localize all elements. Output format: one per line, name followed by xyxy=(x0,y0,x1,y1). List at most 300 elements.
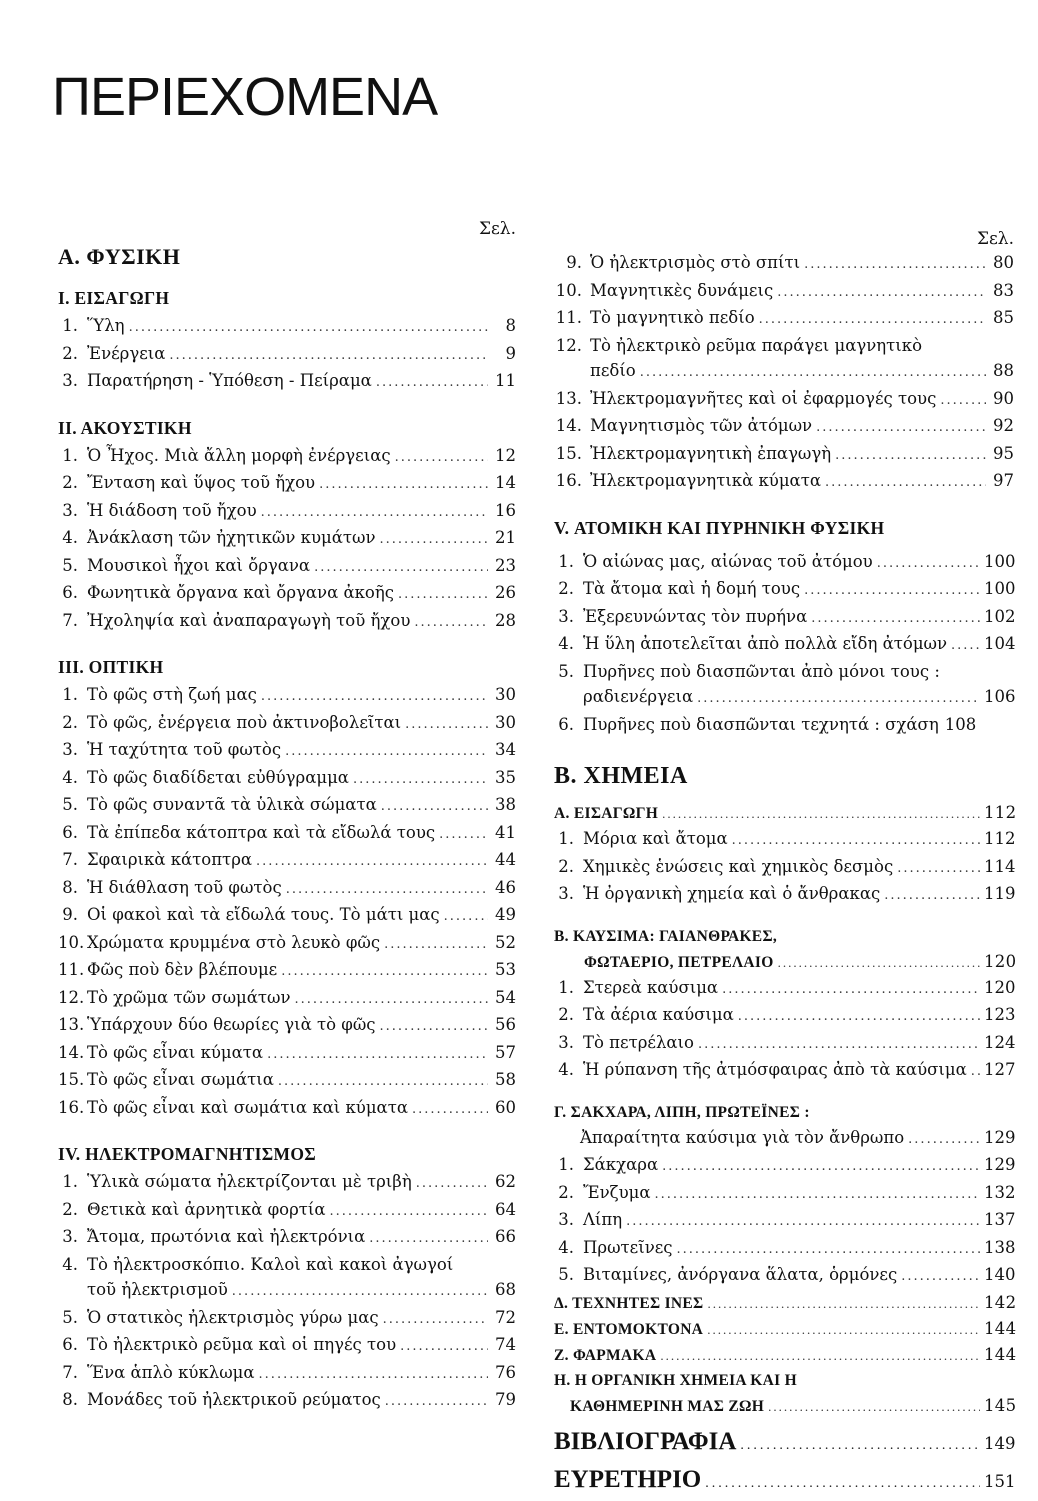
toc-entry-number: 1. xyxy=(558,977,574,997)
toc-entry-number: 1. xyxy=(62,1172,78,1191)
leader-dots xyxy=(835,443,986,469)
toc-entry-title: Ἠλεκτρομαγνητικὴ ἐπαγωγὴ xyxy=(590,443,832,463)
toc-entry[interactable] xyxy=(554,333,1014,359)
page-column-label: Σελ. xyxy=(976,229,1014,249)
leader-dots xyxy=(884,883,980,909)
section-title: ΚΑΘΗΜΕΡΙΝΗ ΜΑΣ ΖΩΗ xyxy=(570,1397,765,1415)
toc-entry-page: 120 xyxy=(984,951,1017,971)
leader-dots xyxy=(286,877,488,903)
leader-dots xyxy=(400,1334,488,1360)
toc-entry[interactable] xyxy=(554,975,1014,1003)
toc-entry-page: 124 xyxy=(984,1032,1016,1052)
index-title: ΕΥΡΕΤΗΡΙΟ xyxy=(554,1465,702,1493)
toc-entry-title: Στερεὰ καύσιμα xyxy=(583,977,719,997)
leader-dots xyxy=(707,1317,980,1342)
toc-entry[interactable] xyxy=(58,1387,516,1415)
toc-entry-page: 151 xyxy=(984,1471,1016,1491)
toc-entry[interactable] xyxy=(58,1012,516,1040)
toc-entry-page: 140 xyxy=(984,1265,1016,1284)
leader-dots xyxy=(381,794,488,820)
toc-entry-page: 12 xyxy=(495,445,516,465)
toc-entry-number: 15. xyxy=(58,1070,85,1089)
leader-dots xyxy=(267,1042,488,1068)
toc-entry-title: Μονάδες τοῦ ἠλεκτρικοῦ ρεύματος xyxy=(87,1390,381,1409)
section-title: ΦΩΤΑΕΡΙΟ, ΠΕΤΡΕΛΑΙΟ xyxy=(584,953,774,971)
toc-entry-number: 9. xyxy=(566,253,582,272)
toc-entry-number: 4. xyxy=(558,634,574,653)
toc-entry-title: Ὁ ἠλεκτρισμὸς στὸ σπίτι xyxy=(590,253,801,272)
leader-dots xyxy=(314,555,488,581)
chemistry-section-sugars-heading: Γ. ΣΑΚΧΑΡΑ, ΛΙΠΗ, ΠΡΩΤΕΪΝΕΣ : xyxy=(554,1103,810,1121)
toc-entry-number: 11. xyxy=(58,960,85,979)
section-heading-optics: ΙΙΙ. ΟΠΤΙΚΗ xyxy=(58,657,164,677)
toc-entry-number: 16. xyxy=(58,1097,85,1117)
toc-entry[interactable] xyxy=(554,1262,1014,1290)
toc-left-column xyxy=(58,218,516,1415)
toc-entry-number: 2. xyxy=(62,1199,78,1219)
toc-entry-title: Μόρια καὶ ἄτομα xyxy=(583,829,728,848)
toc-entry-title: Τὸ φῶς εἶναι σωμάτια xyxy=(87,1070,274,1089)
toc-entry[interactable] xyxy=(554,305,1014,333)
toc-entry-number: 1. xyxy=(558,1155,574,1174)
toc-entry-page: 35 xyxy=(495,767,516,787)
toc-entry[interactable] xyxy=(58,341,516,369)
leader-dots xyxy=(768,1394,980,1419)
toc-entry-title: Ὕλη xyxy=(87,316,125,335)
toc-entry-page: 132 xyxy=(984,1182,1016,1202)
toc-entry-page: 80 xyxy=(993,253,1014,272)
toc-entry[interactable] xyxy=(554,854,1014,882)
toc-entry-number: 1. xyxy=(558,829,574,848)
leader-dots xyxy=(405,712,488,738)
toc-entry-page: 100 xyxy=(984,579,1016,598)
toc-entry-page: 76 xyxy=(495,1362,516,1382)
toc-entry-number: 4. xyxy=(62,1254,78,1274)
toc-entry-title: Τὸ φῶς συναντᾶ τὰ ὑλικὰ σώματα xyxy=(87,795,377,814)
toc-entry[interactable] xyxy=(58,1197,516,1225)
toc-entry-number: 14. xyxy=(555,416,582,435)
toc-entry-page: 106 xyxy=(984,687,1016,706)
toc-entry-number: 1. xyxy=(62,445,78,465)
toc-entry-continuation[interactable] xyxy=(554,358,1014,386)
toc-entry[interactable] xyxy=(554,413,1014,441)
toc-entry-number: 4. xyxy=(62,767,78,787)
toc-entry-page: 66 xyxy=(495,1227,516,1246)
toc-entry-page: 52 xyxy=(495,932,516,952)
toc-entry[interactable] xyxy=(58,737,516,765)
toc-entry[interactable] xyxy=(554,826,1014,854)
leader-dots xyxy=(698,1032,980,1058)
toc-entry-title: ραδιενέργεια xyxy=(583,687,694,706)
leader-dots xyxy=(816,415,986,441)
toc-entry-number: 4. xyxy=(558,1237,574,1257)
toc-entry-number: 7. xyxy=(62,610,78,630)
toc-entry[interactable] xyxy=(58,368,516,396)
chemistry-section-introduction[interactable] xyxy=(554,800,1017,826)
toc-entry-title: Βιταμίνες, ἀνόργανα ἅλατα, ὁρμόνες xyxy=(583,1265,898,1284)
toc-entry[interactable] xyxy=(554,631,1014,659)
toc-entry-title: Μουσικοὶ ἦχοι καὶ ὄργανα xyxy=(87,555,311,575)
toc-entry[interactable] xyxy=(554,386,1014,414)
toc-entry-page: 92 xyxy=(993,416,1014,435)
toc-entry-title: Τὸ ἠλεκτρικὸ ρεῦμα παράγει μαγνητικὸ xyxy=(590,335,923,355)
toc-entry-page: 62 xyxy=(495,1172,516,1191)
toc-entry-number: 4. xyxy=(62,528,78,547)
toc-list xyxy=(554,826,1014,909)
toc-entry-number: 16. xyxy=(555,471,582,490)
toc-entry[interactable] xyxy=(554,250,1014,278)
toc-entry[interactable] xyxy=(58,525,516,553)
toc-entry-title: Ἡ διάθλαση τοῦ φωτὸς xyxy=(87,877,282,897)
toc-entry-title: Ἐξερευνώντας τὸν πυρήνα xyxy=(583,606,808,626)
toc-entry-page: 58 xyxy=(495,1070,516,1089)
toc-entry-title: Τὸ πετρέλαιο xyxy=(583,1032,694,1052)
toc-entry[interactable] xyxy=(554,881,1014,909)
leader-dots xyxy=(705,1467,980,1501)
toc-entry-title: Τὸ ἠλεκτροσκόπιο. Καλοὶ καὶ κακοὶ ἀγωγοί xyxy=(87,1254,454,1274)
toc-entry[interactable] xyxy=(58,1360,516,1388)
toc-entry-page: 53 xyxy=(495,960,516,979)
toc-entry-page: 38 xyxy=(495,795,516,814)
toc-entry-title: Ἡ διάδοση τοῦ ἤχου xyxy=(87,500,257,520)
leader-dots xyxy=(804,252,986,278)
toc-entry-page: 123 xyxy=(984,1005,1016,1024)
chemistry-section-everyday-life[interactable] xyxy=(554,1393,1017,1419)
toc-entry-page: 100 xyxy=(984,551,1016,571)
toc-entry-number: 3. xyxy=(558,1032,574,1052)
toc-entry-title: Τὸ ἠλεκτρικὸ ρεῦμα καὶ οἱ πηγές του xyxy=(87,1335,397,1354)
toc-entry-page: 112 xyxy=(984,803,1017,822)
leader-dots xyxy=(897,856,980,882)
toc-list xyxy=(554,1152,1014,1290)
leader-dots xyxy=(414,610,488,636)
toc-entry-page: 83 xyxy=(993,280,1014,300)
toc-entry[interactable] xyxy=(58,792,516,820)
leader-dots xyxy=(439,822,488,848)
toc-entry-title: Ἠχοληψία καὶ ἀναπαραγωγὴ τοῦ ἤχου xyxy=(87,610,411,630)
toc-entry-number: 2. xyxy=(558,579,574,598)
toc-entry-number: 9. xyxy=(62,905,78,924)
toc-entry-page: 114 xyxy=(984,856,1016,876)
toc-entry-number: 3. xyxy=(62,740,78,759)
toc-entry-number: 3. xyxy=(62,500,78,520)
toc-entry[interactable] xyxy=(554,278,1014,306)
toc-entry[interactable] xyxy=(554,1180,1014,1208)
toc-entry-title: Τὸ χρῶμα τῶν σωμάτων xyxy=(87,987,291,1007)
toc-entry-title: Παρατήρηση - Ὑπόθεση - Πείραμα xyxy=(87,371,372,390)
toc-entry-page: 90 xyxy=(993,388,1014,408)
toc-entry-title: Ἡ ὀργανικὴ χημεία καὶ ὁ ἄνθρακας xyxy=(583,884,881,903)
chemistry-section-insecticides[interactable] xyxy=(554,1316,1017,1342)
toc-entry-number: 6. xyxy=(558,714,574,734)
toc-entry-page: 49 xyxy=(495,905,516,924)
toc-entry-number: 1. xyxy=(62,316,78,335)
toc-entry[interactable] xyxy=(58,820,516,848)
toc-entry-title: Ἀνάκλαση τῶν ἠχητικῶν κυμάτων xyxy=(87,528,376,547)
leader-dots xyxy=(655,1182,980,1208)
toc-entry[interactable] xyxy=(554,1002,1014,1030)
section-title: Α. ΕΙΣΑΓΩΓΗ xyxy=(554,805,659,822)
toc-entry-number: 10. xyxy=(555,280,582,300)
section-title: Ζ. ΦΑΡΜΑΚΑ xyxy=(554,1346,657,1364)
toc-entry[interactable] xyxy=(58,1305,516,1333)
toc-entry-continuation[interactable] xyxy=(58,1277,516,1305)
toc-entry[interactable] xyxy=(58,902,516,930)
toc-entry-number: 3. xyxy=(558,1210,574,1229)
toc-entry[interactable] xyxy=(58,443,516,471)
toc-entry-page: 145 xyxy=(984,1395,1017,1415)
toc-entry[interactable] xyxy=(554,1057,1014,1085)
toc-right-column xyxy=(554,228,1017,1501)
toc-entry-continuation[interactable] xyxy=(554,684,1014,712)
toc-entry[interactable] xyxy=(58,1252,516,1278)
toc-entry-page: 44 xyxy=(495,850,516,869)
toc-list xyxy=(58,443,516,636)
leader-dots xyxy=(708,1291,981,1316)
leader-dots xyxy=(398,582,488,608)
toc-entry-title: Τὸ φῶς εἶναι κύματα xyxy=(87,1042,264,1062)
toc-entry-title: Πυρῆνες ποὺ διασπῶνται ἀπὸ μόνοι τους : xyxy=(583,661,940,681)
leader-dots xyxy=(259,1362,488,1388)
leader-dots xyxy=(778,950,980,975)
toc-entry-title: Ὑλικὰ σώματα ἠλεκτρίζονται μὲ τριβὴ xyxy=(87,1172,412,1191)
toc-entry-page: 28 xyxy=(495,610,516,630)
leader-dots xyxy=(901,1264,980,1290)
chemistry-section-medicines[interactable] xyxy=(554,1342,1017,1368)
toc-entry[interactable] xyxy=(58,682,516,710)
toc-entry-title: Ὁ στατικὸς ἠλεκτρισμὸς γύρω μας xyxy=(87,1307,379,1327)
toc-entry-page: 88 xyxy=(993,361,1014,380)
toc-entry-title: Ἀπαραίτητα καύσιμα γιὰ τὸν ἄνθρωπο xyxy=(580,1127,905,1147)
toc-entry-number: 3. xyxy=(62,1227,78,1246)
toc-entry-page: 85 xyxy=(993,308,1014,327)
section-title: Ε. ΕΝΤΟΜΟΚΤΟΝΑ xyxy=(554,1320,704,1338)
toc-entry[interactable] xyxy=(58,957,516,985)
toc-entry-page: 95 xyxy=(993,443,1014,463)
toc-entry-title: Θετικὰ καὶ ἀρνητικὰ φορτία xyxy=(87,1199,326,1219)
toc-entry-page: 129 xyxy=(984,1155,1016,1174)
toc-entry[interactable] xyxy=(58,985,516,1013)
leader-dots xyxy=(662,1154,980,1180)
leader-dots xyxy=(261,500,488,526)
index-entry[interactable] xyxy=(554,1463,1014,1501)
part-a-heading: Α. ΦΥΣΙΚΗ xyxy=(58,244,181,269)
toc-entry-number: 3. xyxy=(62,371,78,390)
toc-entry[interactable] xyxy=(554,712,1014,738)
toc-entry[interactable] xyxy=(554,549,1014,577)
toc-entry-number: 2. xyxy=(62,712,78,732)
leader-dots xyxy=(444,904,488,930)
toc-entry-number: 7. xyxy=(62,1362,78,1382)
toc-entry[interactable] xyxy=(58,498,516,526)
toc-entry-page: 144 xyxy=(984,1318,1017,1338)
toc-entry[interactable] xyxy=(554,468,1014,496)
toc-entry[interactable] xyxy=(554,1030,1014,1058)
leader-dots xyxy=(640,360,986,386)
toc-entry[interactable] xyxy=(58,1224,516,1252)
leader-dots xyxy=(384,932,488,958)
toc-entry[interactable] xyxy=(58,847,516,875)
leader-dots xyxy=(777,280,986,306)
leader-dots xyxy=(129,315,488,341)
toc-entry-title: Μαγνητικὲς δυνάμεις xyxy=(590,280,774,300)
toc-entry[interactable] xyxy=(554,1152,1014,1180)
leader-dots xyxy=(281,959,488,985)
leader-dots xyxy=(697,686,980,712)
toc-entry-title: Ὁ Ἦχος. Μιὰ ἄλλη μορφὴ ἐνέργειας xyxy=(87,445,391,465)
toc-entry-title: Τὰ ἐπίπεδα κάτοπτρα καὶ τὰ εἴδωλά τους xyxy=(87,822,436,842)
toc-entry-number: 1. xyxy=(558,551,574,571)
leader-dots xyxy=(380,1014,488,1040)
toc-entry-page: 74 xyxy=(495,1335,516,1354)
leader-dots xyxy=(660,1343,980,1368)
toc-entry-number: 5. xyxy=(558,1265,574,1284)
toc-entry-page: 104 xyxy=(984,634,1016,653)
leader-dots xyxy=(825,470,986,496)
toc-entry[interactable] xyxy=(58,765,516,793)
toc-entry-title: τοῦ ἠλεκτρισμοῦ xyxy=(87,1280,228,1299)
toc-entry-title: Χημικὲς ἑνώσεις καὶ χημικὸς δεσμὸς xyxy=(583,856,894,876)
toc-entry-number: 7. xyxy=(62,850,78,869)
toc-entry[interactable] xyxy=(554,604,1014,632)
toc-entry-number: 14. xyxy=(58,1042,85,1062)
leader-dots xyxy=(811,606,980,632)
toc-entry-page: 68 xyxy=(495,1280,516,1299)
leader-dots xyxy=(369,1226,488,1252)
toc-entry[interactable] xyxy=(58,580,516,608)
bibliography-entry[interactable] xyxy=(554,1425,1014,1463)
leader-dots xyxy=(759,307,986,333)
page-column-label: Σελ. xyxy=(478,219,516,239)
leader-dots xyxy=(738,1004,980,1030)
toc-entry[interactable] xyxy=(58,313,516,341)
chemistry-section-synthetic-fibers[interactable] xyxy=(554,1290,1017,1316)
toc-entry-page: 41 xyxy=(495,822,516,842)
toc-entry[interactable] xyxy=(58,1169,516,1197)
toc-entry-number: 5. xyxy=(62,1307,78,1327)
toc-entry-number: 3. xyxy=(558,884,574,903)
toc-entry-page: 11 xyxy=(495,371,516,390)
toc-entry-page: 26 xyxy=(495,583,516,602)
toc-entry-number: 5. xyxy=(62,555,78,575)
toc-entry-number: 15. xyxy=(555,443,582,463)
toc-entry-number: 6. xyxy=(62,583,78,602)
toc-list xyxy=(58,1169,516,1252)
toc-entry-title: Μαγνητισμὸς τῶν ἀτόμων xyxy=(590,416,813,435)
section-heading-introduction: Ι. ΕΙΣΑΓΩΓΗ xyxy=(58,288,170,308)
toc-entry-page: 64 xyxy=(495,1199,516,1219)
toc-entry[interactable] xyxy=(554,576,1014,604)
toc-entry-title: Ἠλεκτρομαγνῆτες καὶ οἱ ἐφαρμογές τους xyxy=(590,388,937,408)
toc-entry-title: Οἱ φακοὶ καὶ τὰ εἴδωλά τους. Τὸ μάτι μας xyxy=(87,905,440,924)
toc-list xyxy=(58,682,516,1122)
leader-dots xyxy=(383,1307,488,1333)
leader-dots xyxy=(256,849,488,875)
leader-dots xyxy=(662,801,980,826)
leader-dots xyxy=(395,445,488,471)
toc-entry-title: Χρώματα κρυμμένα στὸ λευκὸ φῶς xyxy=(87,932,381,952)
toc-entry-page: 129 xyxy=(984,1127,1016,1147)
leader-dots xyxy=(908,1127,980,1153)
toc-entry[interactable] xyxy=(58,710,516,738)
part-b-heading: Β. ΧΗΜΕΙΑ xyxy=(554,763,688,789)
toc-entry-title: Ἔνζυμα xyxy=(583,1182,651,1202)
toc-entry-page: 119 xyxy=(984,884,1016,903)
toc-entry[interactable] xyxy=(58,1040,516,1068)
toc-entry[interactable] xyxy=(554,659,1014,685)
page-title: ΠΕΡΙΕΧΟΜΕΝΑ xyxy=(52,67,438,127)
toc-entry[interactable] xyxy=(554,1125,1014,1153)
toc-entry-page: 144 xyxy=(984,1344,1017,1364)
toc-entry-title: Ἄτομα, πρωτόνια καὶ ἠλεκτρόνια xyxy=(87,1227,366,1246)
toc-entry-number: 4. xyxy=(558,1060,574,1079)
toc-entry[interactable] xyxy=(58,608,516,636)
leader-dots xyxy=(740,1429,980,1463)
toc-entry-title: Ὑπάρχουν δύο θεωρίες γιὰ τὸ φῶς xyxy=(87,1015,376,1034)
leader-dots xyxy=(722,977,980,1003)
toc-entry-title: Ἡ ταχύτητα τοῦ φωτὸς xyxy=(87,740,282,759)
toc-entry[interactable] xyxy=(58,875,516,903)
toc-entry-title: Πρωτεῖνες xyxy=(583,1237,673,1257)
toc-entry[interactable] xyxy=(554,1235,1014,1263)
toc-entry-page: 54 xyxy=(495,987,516,1007)
toc-entry-number: 13. xyxy=(58,1015,85,1034)
toc-entry[interactable] xyxy=(554,1207,1014,1235)
toc-entry-number: 5. xyxy=(62,795,78,814)
toc-entry[interactable] xyxy=(58,470,516,498)
toc-entry-title: Σάκχαρα xyxy=(583,1155,659,1174)
toc-entry[interactable] xyxy=(58,553,516,581)
leader-dots xyxy=(330,1199,488,1225)
toc-entry-number: 2. xyxy=(558,1182,574,1202)
section-heading-atomic-nuclear-physics: V. ΑΤΟΜΙΚΗ ΚΑΙ ΠΥΡΗΝΙΚΗ ΦΥΣΙΚΗ xyxy=(554,517,885,538)
toc-entry[interactable] xyxy=(58,1332,516,1360)
toc-entry[interactable] xyxy=(58,1095,516,1123)
leader-dots xyxy=(261,684,488,710)
toc-entry-number: 11. xyxy=(555,308,582,327)
toc-list xyxy=(58,313,516,396)
toc-entry[interactable] xyxy=(58,1067,516,1095)
leader-dots xyxy=(232,1279,488,1305)
toc-list xyxy=(554,250,1014,333)
toc-entry-title: Τὸ φῶς, ἐνέργεια ποὺ ἀκτινοβολεῖται xyxy=(87,712,402,732)
toc-entry-title: Λίπη xyxy=(583,1210,623,1229)
toc-entry-number: 2. xyxy=(558,1005,574,1024)
leader-dots xyxy=(971,1059,980,1085)
toc-entry-title: Σφαιρικὰ κάτοπτρα xyxy=(87,850,253,869)
toc-entry-page: 138 xyxy=(984,1237,1016,1257)
toc-entry-title: Τὸ φῶς στὴ ζωή μας xyxy=(87,685,257,704)
toc-entry-title: πεδίο xyxy=(590,361,636,380)
toc-entry-page: 30 xyxy=(495,712,516,732)
toc-entry-page: 120 xyxy=(984,977,1016,997)
leader-dots xyxy=(278,1069,488,1095)
toc-entry-number: 2. xyxy=(62,343,78,363)
section-heading-acoustics: ΙΙ. ΑΚΟΥΣΤΙΚΗ xyxy=(58,417,192,438)
toc-entry-page: 21 xyxy=(495,528,516,547)
toc-entry-title: Ἐνέργεια xyxy=(87,343,166,363)
toc-entry[interactable] xyxy=(554,441,1014,469)
toc-entry-page: 46 xyxy=(495,877,516,897)
toc-entry-title: Φωνητικὰ ὄργανα καὶ ὄργανα ἀκοῆς xyxy=(87,583,394,602)
toc-entry-title: Ὁ αἰώνας μας, αἰώνας τοῦ ἀτόμου xyxy=(583,551,873,571)
toc-entry[interactable] xyxy=(58,930,516,958)
chemistry-section-fuels[interactable] xyxy=(554,949,1017,975)
section-heading-electromagnetism: ΙV. ΗΛΕΚΤΡΟΜΑΓΝΗΤΙΣΜΟΣ xyxy=(58,1144,316,1164)
toc-entry-title: Πυρῆνες ποὺ διασπῶνται τεχνητά : σχάση xyxy=(583,714,939,734)
toc-entry-page: 56 xyxy=(495,1015,516,1034)
toc-entry-page: 9 xyxy=(505,343,516,363)
